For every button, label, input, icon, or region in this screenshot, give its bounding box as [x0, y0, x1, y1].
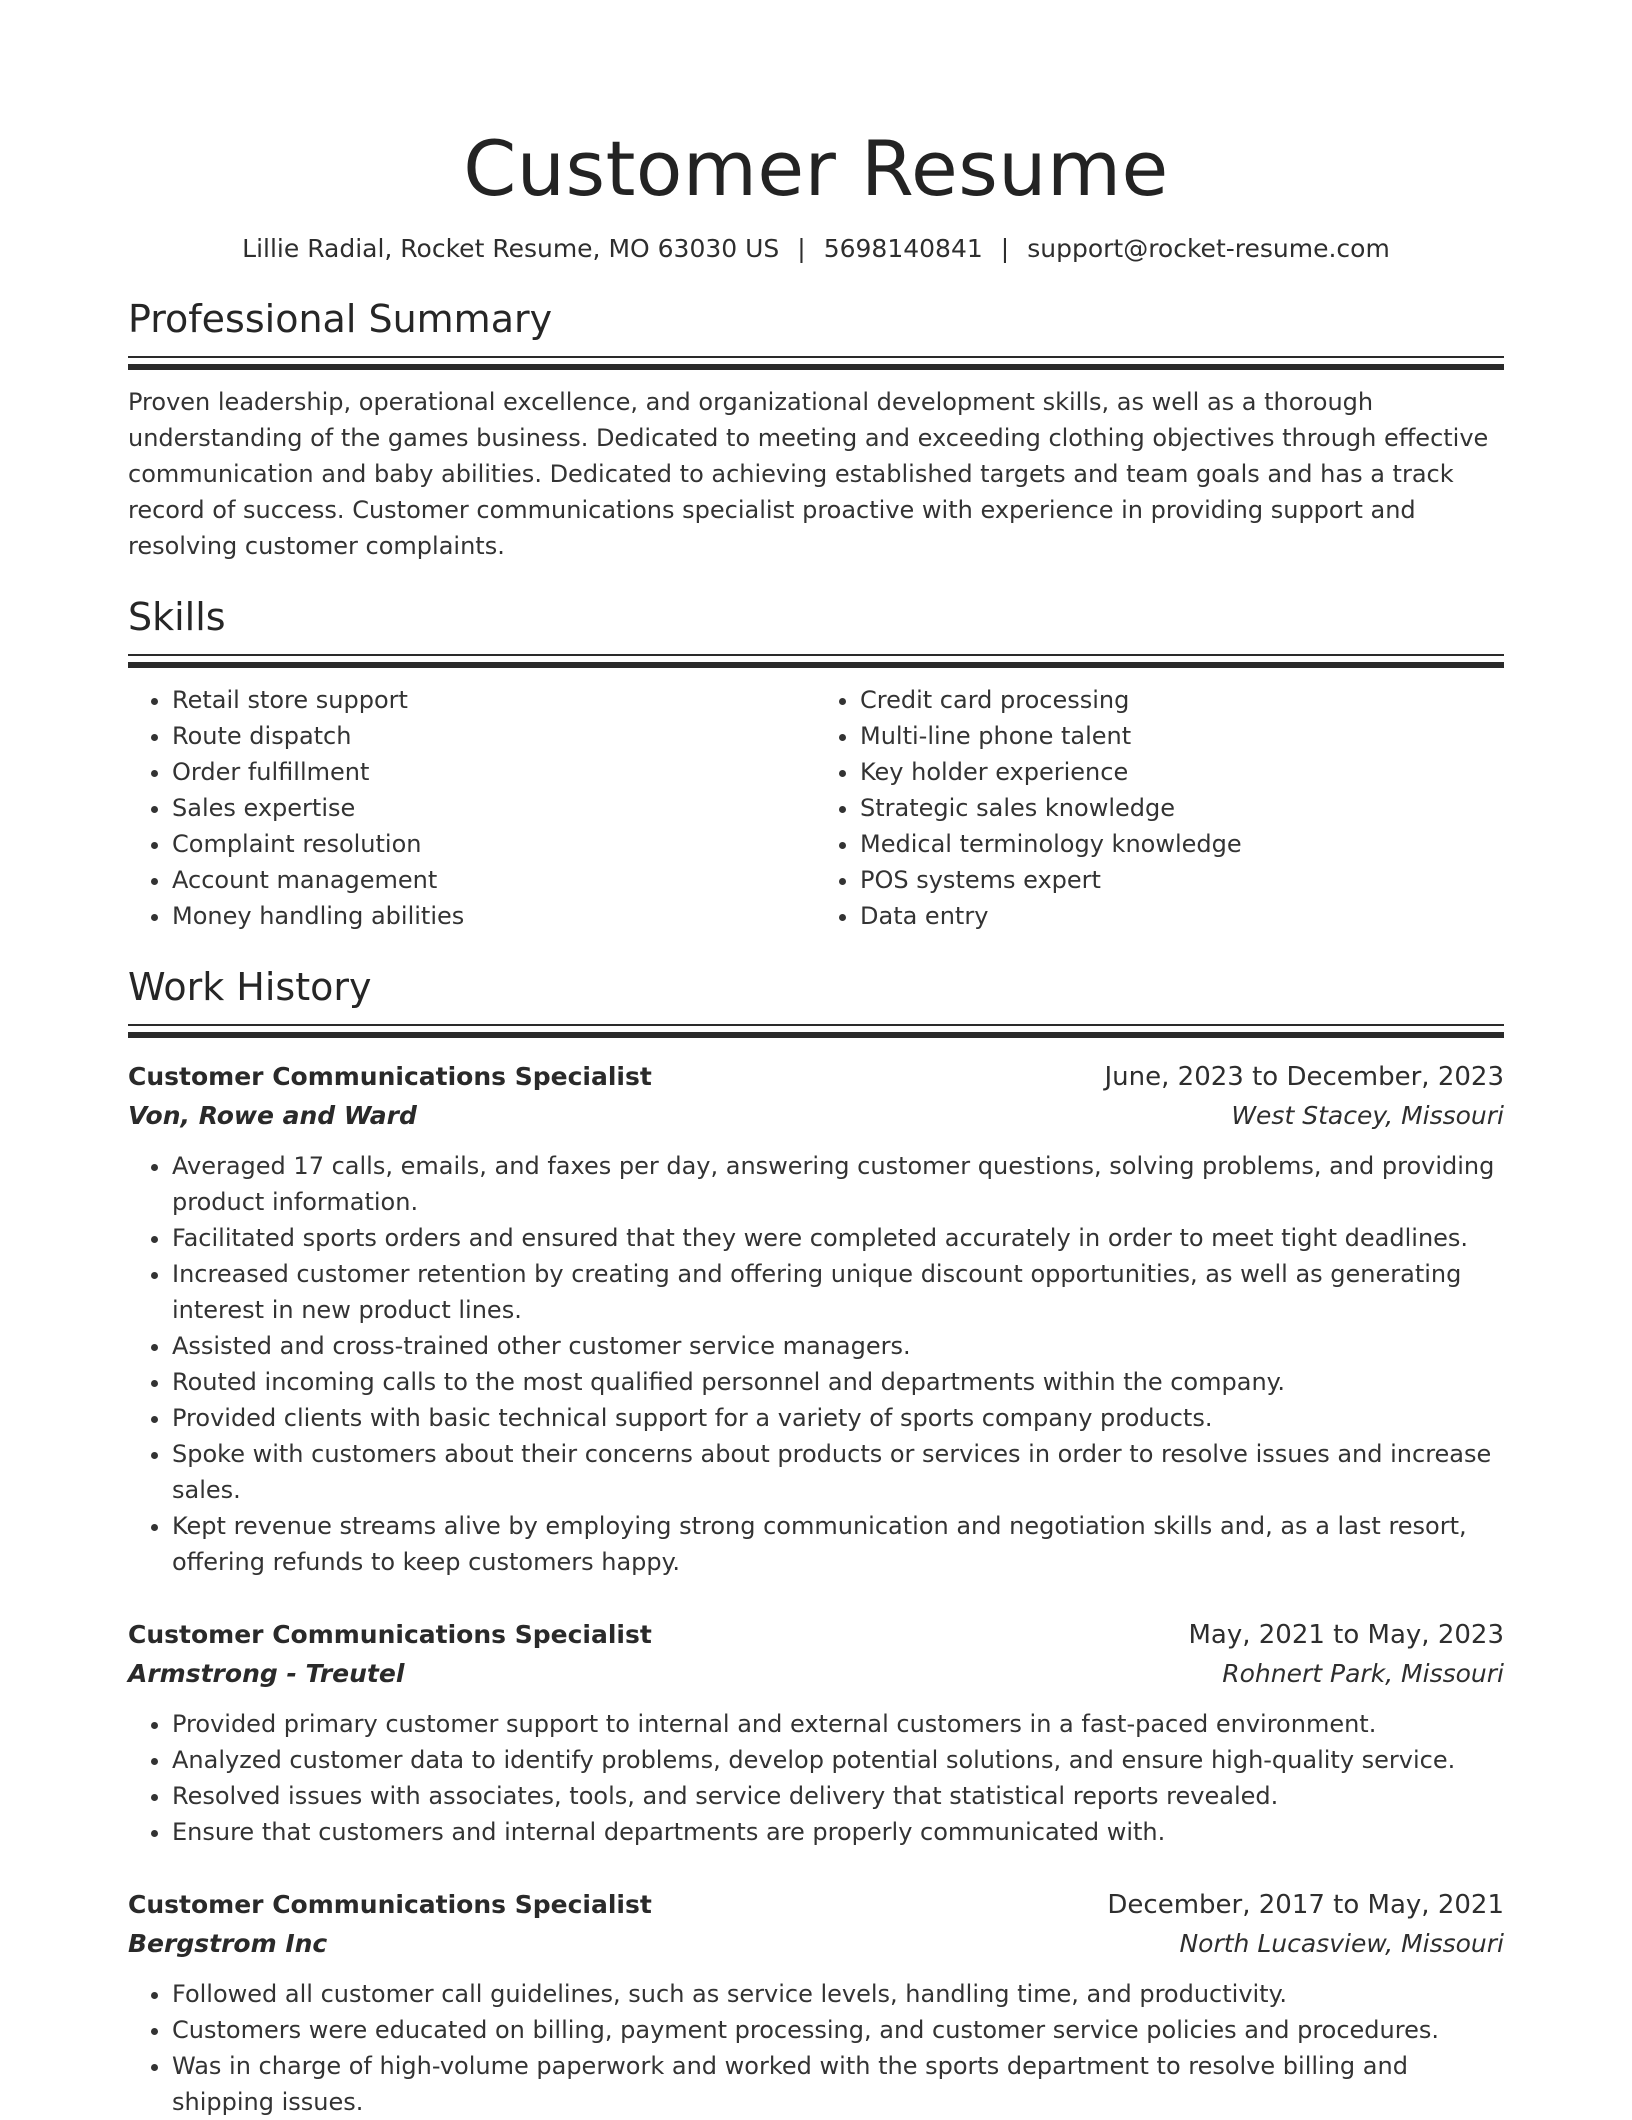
- section-heading: Work History: [128, 965, 372, 1009]
- job-location: West Stacey, Missouri: [1231, 1101, 1504, 1130]
- job-title: Customer Communications Specialist: [128, 1062, 652, 1091]
- contact-line: [128, 232, 1504, 266]
- skill-item: • Retail store support: [172, 682, 816, 718]
- job-bullet: • Provided clients with basic technical support for a variety of sports company products.: [172, 1400, 1504, 1436]
- skill-item: • Sales expertise: [172, 790, 816, 826]
- job-company-row: [128, 1924, 1504, 1964]
- job-company: Armstrong - Treutel: [128, 1659, 405, 1688]
- skill-item: • Medical terminology knowledge: [860, 826, 1504, 862]
- job-bullet: • Averaged 17 calls, emails, and faxes per day, answering customer questions, solving problems, and providing product information.: [172, 1148, 1504, 1220]
- skill-item: • Data entry: [860, 898, 1504, 934]
- section-divider: [128, 1024, 1504, 1026]
- job-bullet: • Kept revenue streams alive by employing strong communication and negotiation skills and, as a last resort, offering refunds to keep customers happy.: [172, 1508, 1504, 1580]
- job-bullet: • Followed all customer call guidelines, such as service levels, handling time, and productivity.: [172, 1976, 1504, 2012]
- job-bullets: [128, 1976, 1504, 2120]
- job-bullet: • Facilitated sports orders and ensured that they were completed accurately in order to meet tight deadlines.: [172, 1220, 1504, 1256]
- job-bullet: • Spoke with customers about their concerns about products or services in order to resolve issues and increase sales.: [172, 1436, 1504, 1508]
- job-bullet: • Resolved issues with associates, tools, and service delivery that statistical reports revealed.: [172, 1778, 1504, 1814]
- skill-item: • Order fulfillment: [172, 754, 816, 790]
- job-dates: December, 2017 to May, 2021: [1107, 1890, 1504, 1920]
- job-header-row: [128, 1886, 1504, 1924]
- skill-item: • Multi-line phone talent: [860, 718, 1504, 754]
- section-divider-thick: [128, 1032, 1504, 1038]
- job-bullet: • Was in charge of high-volume paperwork and worked with the sports department to resolve billing and shipping issues.: [172, 2048, 1504, 2120]
- skill-item: • Complaint resolution: [172, 826, 816, 862]
- skills-section: [128, 594, 1504, 934]
- job-bullets: [128, 1706, 1504, 1850]
- section-divider: [128, 654, 1504, 656]
- resume-title: Customer Resume: [463, 124, 1169, 213]
- job-bullet: • Customers were educated on billing, payment processing, and customer service policies and procedures.: [172, 2012, 1504, 2048]
- job-bullet: • Analyzed customer data to identify problems, develop potential solutions, and ensure high-quality service.: [172, 1742, 1504, 1778]
- skill-item: • Strategic sales knowledge: [860, 790, 1504, 826]
- job-bullets: [128, 1148, 1504, 1580]
- job-bullet: • Routed incoming calls to the most qualified personnel and departments within the company.: [172, 1364, 1504, 1400]
- contact-separator: |: [1000, 234, 1010, 263]
- job-dates: June, 2023 to December, 2023: [1104, 1062, 1504, 1092]
- job-header-row: [128, 1058, 1504, 1096]
- skills-columns: [128, 682, 1504, 934]
- job-dates: May, 2021 to May, 2023: [1188, 1620, 1504, 1650]
- job-entry: [128, 1058, 1504, 1580]
- job-company-row: [128, 1654, 1504, 1694]
- summary-text: Proven leadership, operational excellence, and organizational development skills, as well as a thorough understanding of the games business. Dedicated to meeting and exceeding clothing objectives through effective communication and baby abilities. Dedicated to achieving established targets and team goals and has a track record of success. Customer communications specialist proactive with experience in providing support and resolving customer complaints.: [128, 388, 1489, 560]
- section-heading: Professional Summary: [128, 297, 553, 341]
- section-divider-thick: [128, 364, 1504, 370]
- professional-summary-section: [128, 296, 1504, 564]
- section-divider: [128, 356, 1504, 358]
- skill-item: • POS systems expert: [860, 862, 1504, 898]
- job-company: Von, Rowe and Ward: [128, 1101, 417, 1130]
- job-title: Customer Communications Specialist: [128, 1620, 652, 1649]
- section-divider-thick: [128, 662, 1504, 668]
- job-bullet: • Ensure that customers and internal departments are properly communicated with.: [172, 1814, 1504, 1850]
- skill-item: • Account management: [172, 862, 816, 898]
- job-bullet: • Assisted and cross-trained other customer service managers.: [172, 1328, 1504, 1364]
- contact-phone: 5698140841: [823, 234, 983, 263]
- skill-item: • Route dispatch: [172, 718, 816, 754]
- job-title: Customer Communications Specialist: [128, 1890, 652, 1919]
- work-history-section: [128, 964, 1504, 2120]
- contact-email: support@rocket-resume.com: [1027, 234, 1390, 263]
- skills-list-left: [128, 682, 816, 934]
- job-entry: [128, 1886, 1504, 2120]
- skill-item: • Credit card processing: [860, 682, 1504, 718]
- job-entry: [128, 1616, 1504, 1850]
- job-bullet: • Provided primary customer support to internal and external customers in a fast-paced environment.: [172, 1706, 1504, 1742]
- job-company: Bergstrom Inc: [128, 1929, 328, 1958]
- job-location: Rohnert Park, Missouri: [1222, 1659, 1504, 1688]
- contact-separator: |: [797, 234, 806, 263]
- section-heading: Skills: [128, 595, 226, 639]
- job-header-row: [128, 1616, 1504, 1654]
- skills-list-right: [816, 682, 1504, 934]
- job-bullet: • Increased customer retention by creating and offering unique discount opportunities, as well as generating interest in new product lines.: [172, 1256, 1504, 1328]
- job-company-row: [128, 1096, 1504, 1136]
- job-location: North Lucasview, Missouri: [1179, 1929, 1504, 1958]
- skill-item: • Money handling abilities: [172, 898, 816, 934]
- skill-item: • Key holder experience: [860, 754, 1504, 790]
- contact-address: Lillie Radial, Rocket Resume, MO 63030 US: [242, 234, 780, 263]
